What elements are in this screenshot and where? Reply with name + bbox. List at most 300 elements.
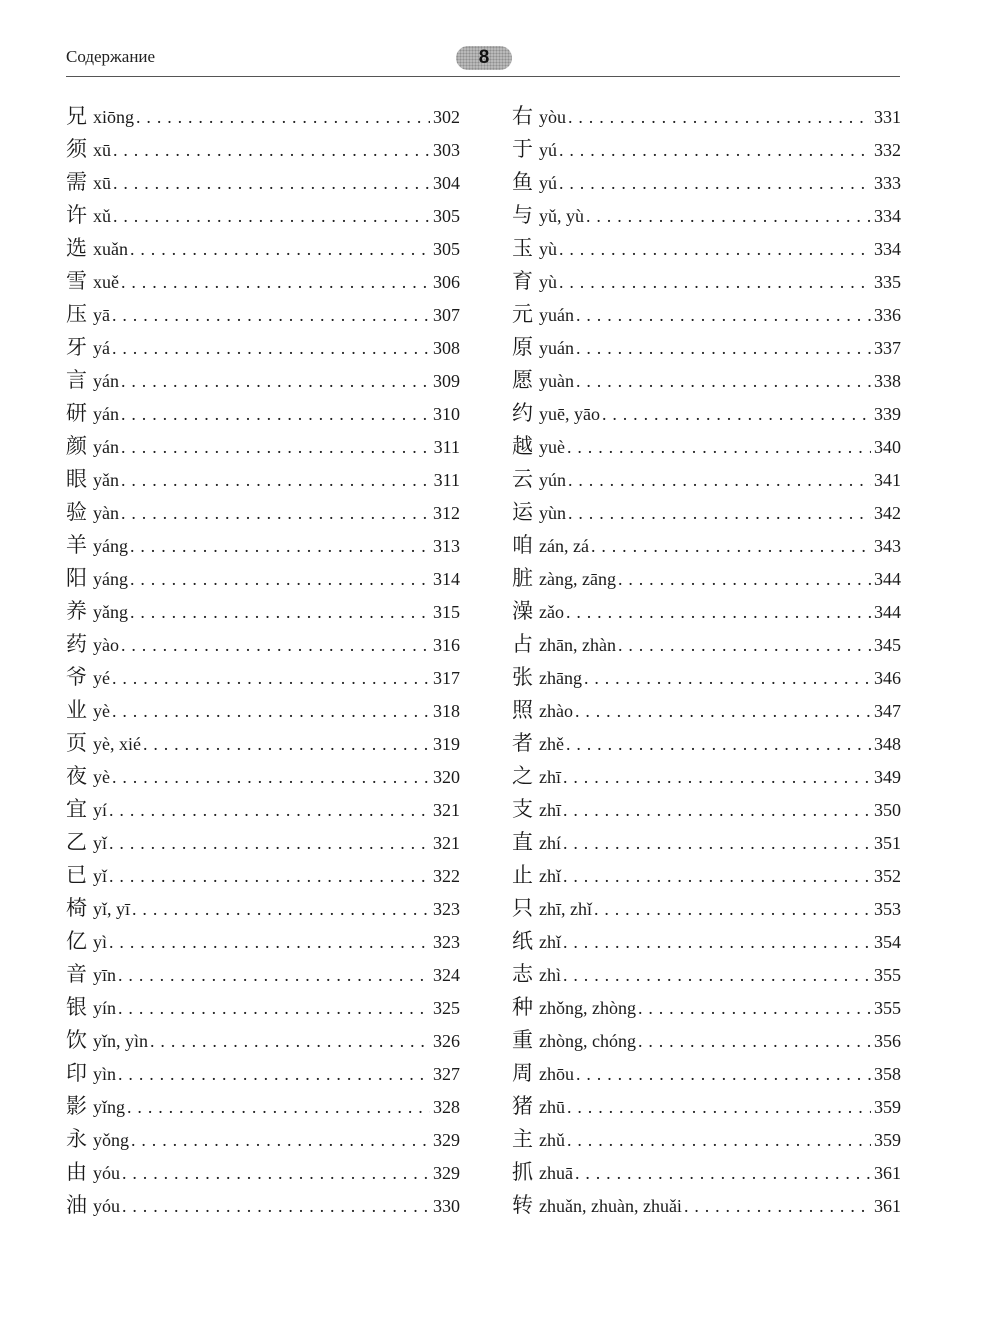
toc-entry [512,133,901,166]
dot-leader [113,200,430,233]
entry-page-number: 338 [874,371,901,391]
entry-pinyin: yè, xié [93,734,141,754]
entry-pinyin: yǒng [93,1130,129,1150]
entry-page-number: 304 [433,173,460,193]
entry-pinyin: zhuǎn, zhuàn, zhuǎi [539,1196,682,1216]
dot-leader [136,101,430,134]
entry-page-number: 326 [433,1031,460,1051]
toc-column-right [512,100,901,1222]
toc-entry [66,826,460,859]
entry-page-number: 311 [433,470,460,490]
entry-page-number: 344 [874,602,901,622]
toc-entry [512,100,901,133]
entry-character: 咱 [512,533,533,557]
dot-leader [150,1025,430,1058]
entry-pinyin: zhōu [539,1064,574,1084]
toc-entry [512,1090,901,1123]
entry-character: 转 [512,1193,533,1217]
entry-page-number: 322 [433,866,460,886]
dot-leader [132,893,430,926]
entry-page-number: 307 [433,305,460,325]
entry-page-number: 313 [433,536,460,556]
entry-character: 印 [66,1061,87,1085]
entry-character: 志 [512,962,533,986]
toc-entry [512,397,901,430]
page-header [66,40,900,77]
entry-page-number: 323 [433,932,460,952]
dot-leader [121,365,430,398]
toc-entry [512,199,901,232]
entry-pinyin: yǐ [93,866,108,886]
entry-character: 爷 [66,665,87,689]
entry-pinyin: yán [93,437,119,457]
entry-pinyin: yóu [93,1163,120,1183]
entry-character: 约 [512,401,533,425]
dot-leader [109,860,430,893]
entry-page-number: 302 [433,107,460,127]
entry-character: 直 [512,830,533,854]
toc-entry [66,397,460,430]
dot-leader [575,695,871,728]
dot-leader [131,1124,430,1157]
toc-entry [66,859,460,892]
entry-pinyin: xiōng [93,107,135,127]
entry-page-number: 329 [433,1163,460,1183]
toc-entry [66,925,460,958]
toc-entry [66,661,460,694]
entry-character: 主 [512,1127,533,1151]
dot-leader [563,959,871,992]
dot-leader [121,398,430,431]
toc-entry [512,562,901,595]
entry-pinyin: zàng, zāng [539,569,616,589]
entry-page-number: 314 [433,569,460,589]
entry-pinyin: yán [93,404,119,424]
entry-character: 鱼 [512,170,533,194]
dot-leader [118,1058,430,1091]
entry-pinyin: yào [93,635,119,655]
entry-character: 猪 [512,1094,533,1118]
entry-character: 云 [512,467,533,491]
entry-pinyin: zhào [539,701,573,721]
entry-pinyin: zhǔ [539,1130,565,1150]
dot-leader [130,596,430,629]
entry-character: 雪 [66,269,87,293]
dot-leader [567,431,871,464]
toc-entry [66,496,460,529]
toc-entry [66,562,460,595]
toc-entry [512,958,901,991]
entry-character: 育 [512,269,533,293]
entry-page-number: 349 [874,767,901,787]
entry-page-number: 351 [874,833,901,853]
dot-leader [563,761,871,794]
toc-entry [512,166,901,199]
entry-character: 右 [512,104,533,128]
toc-entry [512,694,901,727]
entry-pinyin: yǐn, yìn [93,1031,149,1051]
entry-character: 言 [66,368,87,392]
toc-entry [66,529,460,562]
entry-character: 业 [66,698,87,722]
toc-entry [66,133,460,166]
dot-leader [559,266,871,299]
entry-pinyin: yuè [539,437,565,457]
toc-entry [66,1156,460,1189]
toc-entry [66,1123,460,1156]
entry-character: 选 [66,236,87,260]
entry-page-number: 303 [433,140,460,160]
toc-entry [66,364,460,397]
entry-page-number: 316 [433,635,460,655]
entry-character: 宜 [66,797,87,821]
entry-character: 者 [512,731,533,755]
entry-page-number: 329 [433,1130,460,1150]
entry-pinyin: yàn [93,503,119,523]
toc-entry [512,991,901,1024]
entry-pinyin: yí [93,800,108,820]
entry-pinyin: yáng [93,569,128,589]
toc-entry [512,331,901,364]
dot-leader [113,167,430,200]
entry-character: 颜 [66,434,87,458]
entry-page-number: 312 [433,503,460,523]
toc-entry [512,925,901,958]
entry-page-number: 321 [433,800,460,820]
entry-character: 亿 [66,929,87,953]
entry-page-number: 334 [874,239,901,259]
toc-entry [512,760,901,793]
entry-pinyin: zhòng, chóng [539,1031,636,1051]
entry-pinyin: xuǎn [93,239,128,259]
entry-page-number: 331 [874,107,901,127]
entry-page-number: 310 [433,404,460,424]
dot-leader [121,431,431,464]
entry-character: 运 [512,500,533,524]
entry-pinyin: yín [93,998,117,1018]
entry-pinyin: yún [539,470,566,490]
dot-leader [567,1091,871,1124]
entry-pinyin: yuán [539,338,574,358]
dot-leader [566,728,871,761]
entry-page-number: 327 [433,1064,460,1084]
entry-pinyin: yǐ [93,833,108,853]
entry-page-number: 336 [874,305,901,325]
toc-entry [512,265,901,298]
entry-page-number: 348 [874,734,901,754]
entry-character: 兄 [66,104,87,128]
entry-page-number: 359 [874,1097,901,1117]
entry-pinyin: yè [93,701,110,721]
entry-character: 与 [512,203,533,227]
entry-character: 药 [66,632,87,656]
entry-character: 纸 [512,929,533,953]
entry-page-number: 340 [874,437,901,457]
entry-pinyin: xǔ [93,206,111,226]
dot-leader [586,200,871,233]
entry-page-number: 355 [874,965,901,985]
entry-character: 压 [66,302,87,326]
toc-entry [66,958,460,991]
dot-leader [130,530,430,563]
dot-leader [112,299,430,332]
entry-character: 之 [512,764,533,788]
toc-entry [512,1189,901,1222]
entry-page-number: 344 [874,569,901,589]
toc-entry [66,1057,460,1090]
entry-page-number: 339 [874,404,901,424]
entry-character: 眼 [66,467,87,491]
entry-pinyin: yǎng [93,602,128,622]
dot-leader [567,1124,871,1157]
entry-page-number: 353 [874,899,901,919]
dot-leader [618,563,871,596]
toc-entry [512,496,901,529]
entry-page-number: 359 [874,1130,901,1150]
toc-entry [66,595,460,628]
header-title: Содержание [66,47,156,66]
entry-pinyin: yù [539,239,557,259]
entry-page-number: 319 [433,734,460,754]
entry-pinyin: xū [93,173,111,193]
toc-entry [66,232,460,265]
dot-leader [559,134,871,167]
entry-page-number: 354 [874,932,901,952]
entry-page-number: 358 [874,1064,901,1084]
entry-character: 椅 [66,896,87,920]
entry-page-number: 361 [874,1163,901,1183]
entry-pinyin: zhū [539,1097,565,1117]
dot-leader [568,101,871,134]
entry-character: 影 [66,1094,87,1118]
dot-leader [143,728,430,761]
entry-page-number: 347 [874,701,901,721]
dot-leader [618,629,871,662]
toc-entry [512,430,901,463]
toc-entry [512,859,901,892]
toc-entry [66,265,460,298]
entry-character: 脏 [512,566,533,590]
entry-page-number: 332 [874,140,901,160]
entry-pinyin: xuě [93,272,119,292]
entry-character: 越 [512,434,533,458]
entry-page-number: 330 [433,1196,460,1216]
entry-character: 羊 [66,533,87,557]
entry-page-number: 328 [433,1097,460,1117]
dot-leader [576,365,871,398]
toc-entry [512,727,901,760]
toc-entry [66,991,460,1024]
dot-leader [638,1025,871,1058]
entry-page-number: 321 [433,833,460,853]
entry-page-number: 333 [874,173,901,193]
entry-page-number: 320 [433,767,460,787]
entry-page-number: 323 [433,899,460,919]
entry-page-number: 306 [433,272,460,292]
entry-page-number: 305 [433,206,460,226]
entry-character: 养 [66,599,87,623]
entry-pinyin: yòu [539,107,566,127]
toc-entry [512,232,901,265]
entry-character: 验 [66,500,87,524]
toc-entry [512,1156,901,1189]
entry-page-number: 309 [433,371,460,391]
dot-leader [109,926,430,959]
dot-leader [118,992,430,1025]
toc-entry [66,1090,460,1123]
entry-character: 抓 [512,1160,533,1184]
toc-entry [66,298,460,331]
entry-character: 止 [512,863,533,887]
entry-page-number: 324 [433,965,460,985]
dot-leader [563,926,871,959]
toc-entry [66,100,460,133]
entry-character: 只 [512,896,533,920]
entry-pinyin: yé [93,668,110,688]
entry-pinyin: zhì [539,965,561,985]
entry-pinyin: yì [93,932,108,952]
dot-leader [112,695,430,728]
dot-leader [112,662,430,695]
toc-entry [66,694,460,727]
toc-entry [66,892,460,925]
toc-entry [512,1123,901,1156]
toc-entry [512,826,901,859]
dot-leader [563,827,871,860]
entry-pinyin: yuē, yāo [539,404,600,424]
entry-pinyin: zhī [539,800,561,820]
entry-page-number: 318 [433,701,460,721]
dot-leader [559,233,871,266]
entry-page-number: 325 [433,998,460,1018]
toc-entry [66,760,460,793]
entry-pinyin: yīn [93,965,117,985]
dot-leader [121,464,431,497]
dot-leader [684,1190,871,1223]
entry-pinyin: yóu [93,1196,120,1216]
entry-pinyin: yú [539,140,557,160]
entry-page-number: 356 [874,1031,901,1051]
dot-leader [575,1157,871,1190]
entry-character: 元 [512,302,533,326]
entry-pinyin: yá [93,338,110,358]
dot-leader [563,794,871,827]
dot-leader [602,398,871,431]
dot-leader [121,266,430,299]
entry-character: 研 [66,401,87,425]
entry-pinyin: yā [93,305,110,325]
entry-pinyin: yǔ, yù [539,206,584,226]
entry-character: 张 [512,665,533,689]
entry-pinyin: yuán [539,305,574,325]
entry-page-number: 345 [874,635,901,655]
toc-entry [66,1024,460,1057]
entry-character: 页 [66,731,87,755]
toc-entry [512,463,901,496]
entry-character: 占 [512,632,533,656]
entry-character: 照 [512,698,533,722]
toc-entry [512,1057,901,1090]
dot-leader [576,1058,871,1091]
entry-character: 永 [66,1127,87,1151]
entry-pinyin: zhuā [539,1163,573,1183]
dot-leader [638,992,871,1025]
entry-page-number: 335 [874,272,901,292]
toc-entry [66,331,460,364]
entry-page-number: 361 [874,1196,901,1216]
toc-column-left [66,100,460,1222]
entry-pinyin: zhǒng, zhòng [539,998,636,1018]
entry-character: 须 [66,137,87,161]
entry-pinyin: yú [539,173,557,193]
entry-pinyin: yǎn [93,470,119,490]
entry-page-number: 315 [433,602,460,622]
dot-leader [112,761,430,794]
entry-character: 需 [66,170,87,194]
entry-character: 重 [512,1028,533,1052]
entry-pinyin: yùn [539,503,566,523]
toc-entry [512,628,901,661]
entry-pinyin: zhí [539,833,561,853]
toc-entry [512,298,901,331]
entry-pinyin: yìn [93,1064,117,1084]
entry-pinyin: zhī, zhǐ [539,899,592,919]
dot-leader [576,332,871,365]
dot-leader [576,299,871,332]
dot-leader [584,662,871,695]
entry-character: 音 [66,962,87,986]
entry-pinyin: yáng [93,536,128,556]
dot-leader [122,1190,430,1223]
entry-page-number: 317 [433,668,460,688]
toc-entry [512,661,901,694]
dot-leader [127,1091,430,1124]
entry-pinyin: yuàn [539,371,574,391]
toc-entry [66,1189,460,1222]
entry-character: 由 [66,1160,87,1184]
entry-character: 周 [512,1061,533,1085]
entry-pinyin: zán, zá [539,536,589,556]
entry-pinyin: yǐng [93,1097,126,1117]
entry-character: 夜 [66,764,87,788]
entry-page-number: 352 [874,866,901,886]
dot-leader [121,497,430,530]
entry-pinyin: yè [93,767,110,787]
entry-page-number: 337 [874,338,901,358]
entry-pinyin: yǐ, yī [93,899,131,919]
dot-leader [568,497,871,530]
entry-character: 支 [512,797,533,821]
toc-entry [66,463,460,496]
entry-character: 已 [66,863,87,887]
toc-entry [512,529,901,562]
toc-entry [512,1024,901,1057]
entry-character: 牙 [66,335,87,359]
entry-character: 澡 [512,599,533,623]
entry-character: 于 [512,137,533,161]
dot-leader [118,959,430,992]
dot-leader [112,332,430,365]
toc-entry [66,727,460,760]
toc-entry [66,793,460,826]
entry-character: 饮 [66,1028,87,1052]
toc-entry [512,364,901,397]
entry-pinyin: zǎo [539,602,564,622]
toc-entry [66,430,460,463]
dot-leader [563,860,871,893]
dot-leader [559,167,871,200]
entry-character: 愿 [512,368,533,392]
